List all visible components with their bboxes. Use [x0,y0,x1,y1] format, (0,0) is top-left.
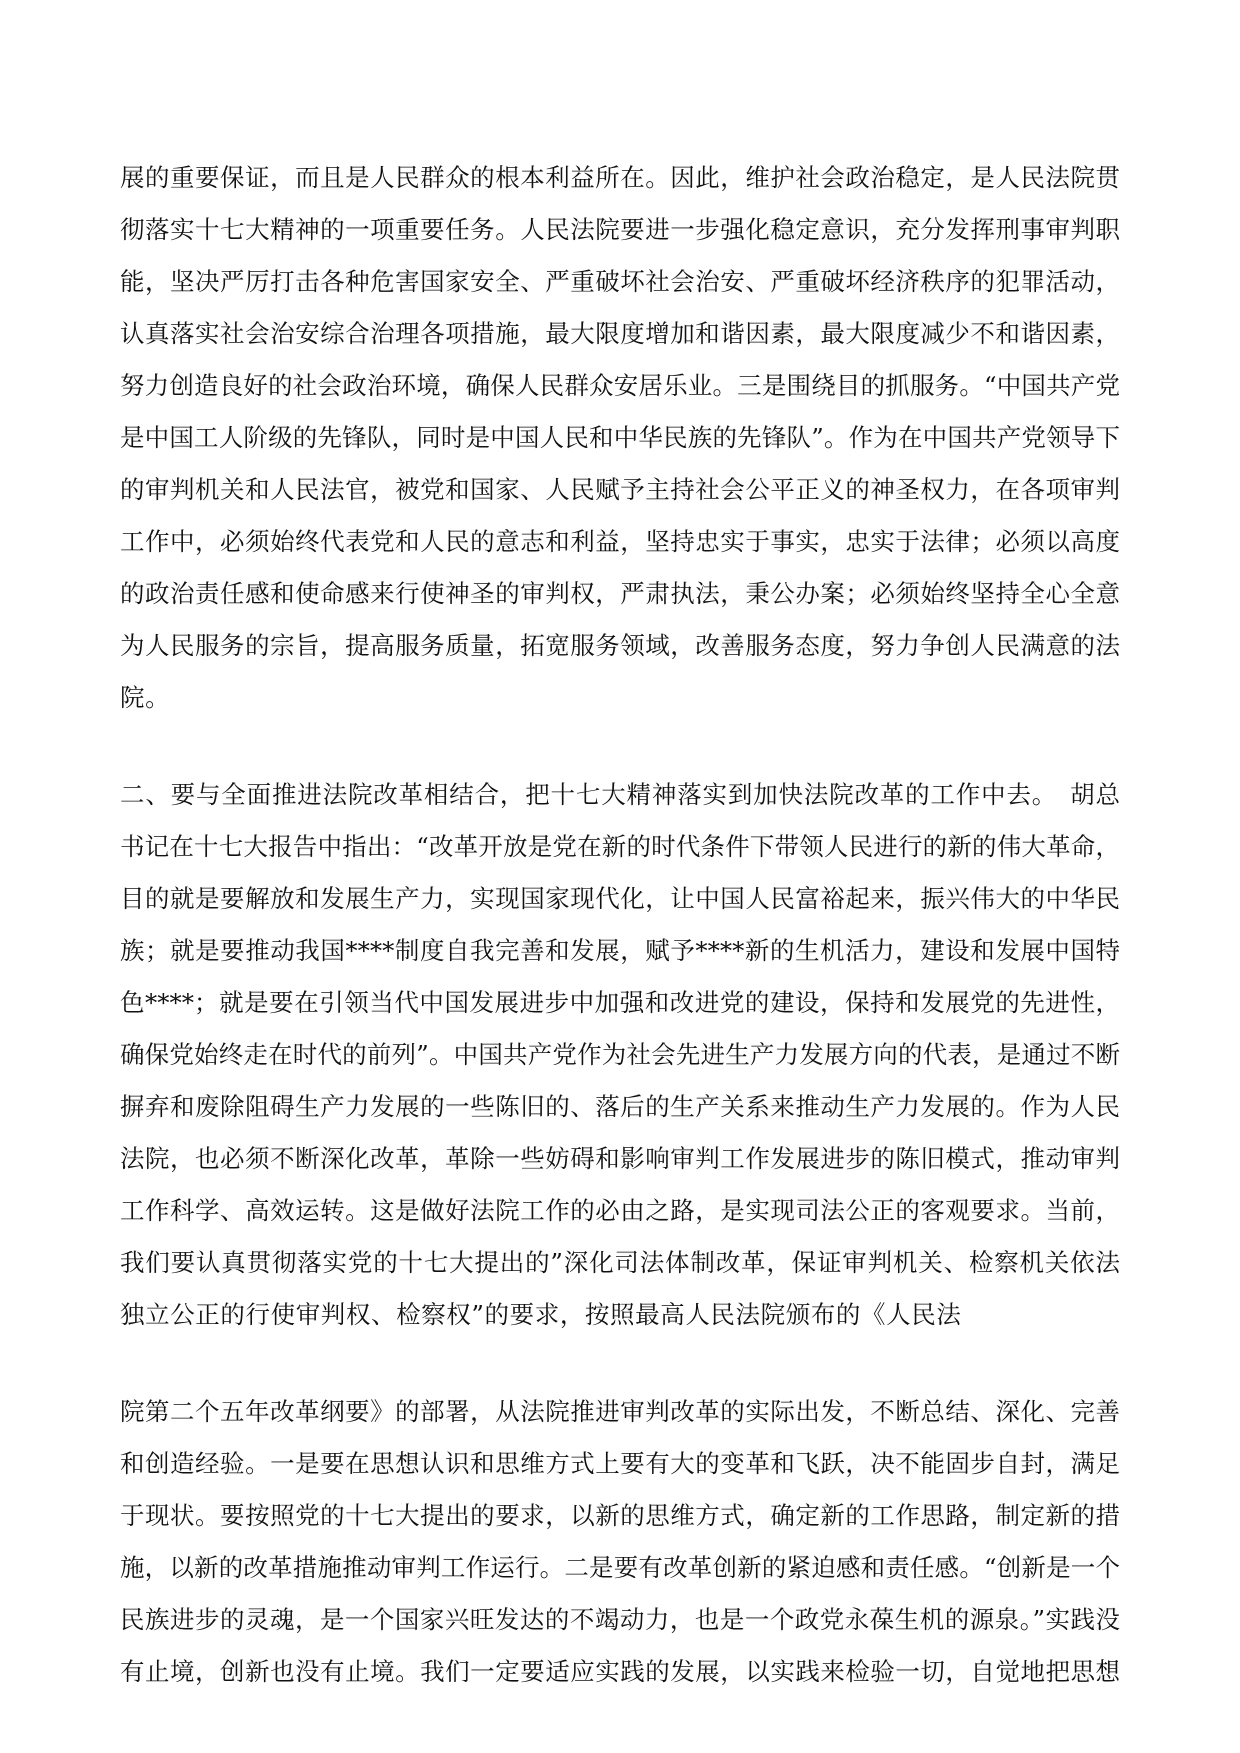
text-line: 有止境，创新也没有止境。我们一定要适应实践的发展，以实践来检验一切，自觉地把思想 [120,1657,1120,1686]
text-line: 摒弃和废除阻碍生产力发展的一些陈旧的、落后的生产关系来推动生产力发展的。作为人民 [120,1092,1120,1121]
text-line: 展的重要保证，而且是人民群众的根本利益所在。因此，维护社会政治稳定，是人民法院贯 [120,163,1120,192]
text-line: 我们要认真贯彻落实党的十七大提出的”深化司法体制改革，保证审判机关、检察机关依法 [120,1248,1120,1277]
text-line: 院。 [120,683,171,712]
text-line: 的政治责任感和使命感来行使神圣的审判权，严肃执法，秉公办案；必须始终坚持全心全意 [120,579,1120,608]
text-line: 工作中，必须始终代表党和人民的意志和利益，坚持忠实于事实，忠实于法律；必须以高度 [120,527,1120,556]
text-line: 能，坚决严厉打击各种危害国家安全、严重破坏社会治安、严重破坏经济秩序的犯罪活动， [120,267,1120,296]
text-line: 书记在十七大报告中指出：“改革开放是党在新的时代条件下带领人民进行的新的伟大革命， [120,832,1120,861]
text-line: 的审判机关和人民法官，被党和国家、人民赋予主持社会公平正义的神圣权力，在各项审判 [120,475,1120,504]
text-line: 彻落实十七大精神的一项重要任务。人民法院要进一步强化稳定意识，充分发挥刑事审判职 [120,215,1120,244]
text-line: 为人民服务的宗旨，提高服务质量，拓宽服务领域，改善服务态度，努力争创人民满意的法 [120,631,1120,660]
text-line: 于现状。要按照党的十七大提出的要求，以新的思维方式，确定新的工作思路，制定新的措 [120,1501,1120,1530]
text-line: 民族进步的灵魂，是一个国家兴旺发达的不竭动力，也是一个政党永葆生机的源泉。”实践没 [120,1605,1120,1634]
text-line: 确保党始终走在时代的前列”。中国共产党作为社会先进生产力发展方向的代表，是通过不断 [120,1040,1120,1069]
text-line: 族；就是要推动我国****制度自我完善和发展，赋予****新的生机活力，建设和发展中国特 [120,936,1120,965]
text-line: 色****；就是要在引领当代中国发展进步中加强和改进党的建设，保持和发展党的先进性， [120,988,1120,1017]
text-line: 施，以新的改革措施推动审判工作运行。二是要有改革创新的紧迫感和责任感。“创新是一个 [120,1553,1120,1582]
text-line: 院第二个五年改革纲要》的部署，从法院推进审判改革的实际出发，不断总结、深化、完善 [120,1397,1120,1426]
text-line: 认真落实社会治安综合治理各项措施，最大限度增加和谐因素，最大限度减少不和谐因素， [120,319,1120,348]
text-line: 独立公正的行使审判权、检察权”的要求，按照最高人民法院颁布的《人民法 [120,1300,962,1329]
text-line: 二、要与全面推进法院改革相结合，把十七大精神落实到加快法院改革的工作中去。 胡总 [120,780,1120,809]
text-line: 努力创造良好的社会政治环境，确保人民群众安居乐业。三是围绕目的抓服务。“中国共产党 [120,371,1120,400]
text-line: 工作科学、高效运转。这是做好法院工作的必由之路，是实现司法公正的客观要求。当前， [120,1196,1120,1225]
text-line: 法院，也必须不断深化改革，革除一些妨碍和影响审判工作发展进步的陈旧模式，推动审判 [120,1144,1120,1173]
document-page [120,0,1120,1753]
text-line: 是中国工人阶级的先锋队，同时是中国人民和中华民族的先锋队”。作为在中国共产党领导下 [120,423,1120,452]
text-line: 和创造经验。一是要在思想认识和思维方式上要有大的变革和飞跃，决不能固步自封，满足 [120,1449,1120,1478]
text-line: 目的就是要解放和发展生产力，实现国家现代化，让中国人民富裕起来，振兴伟大的中华民 [120,884,1120,913]
